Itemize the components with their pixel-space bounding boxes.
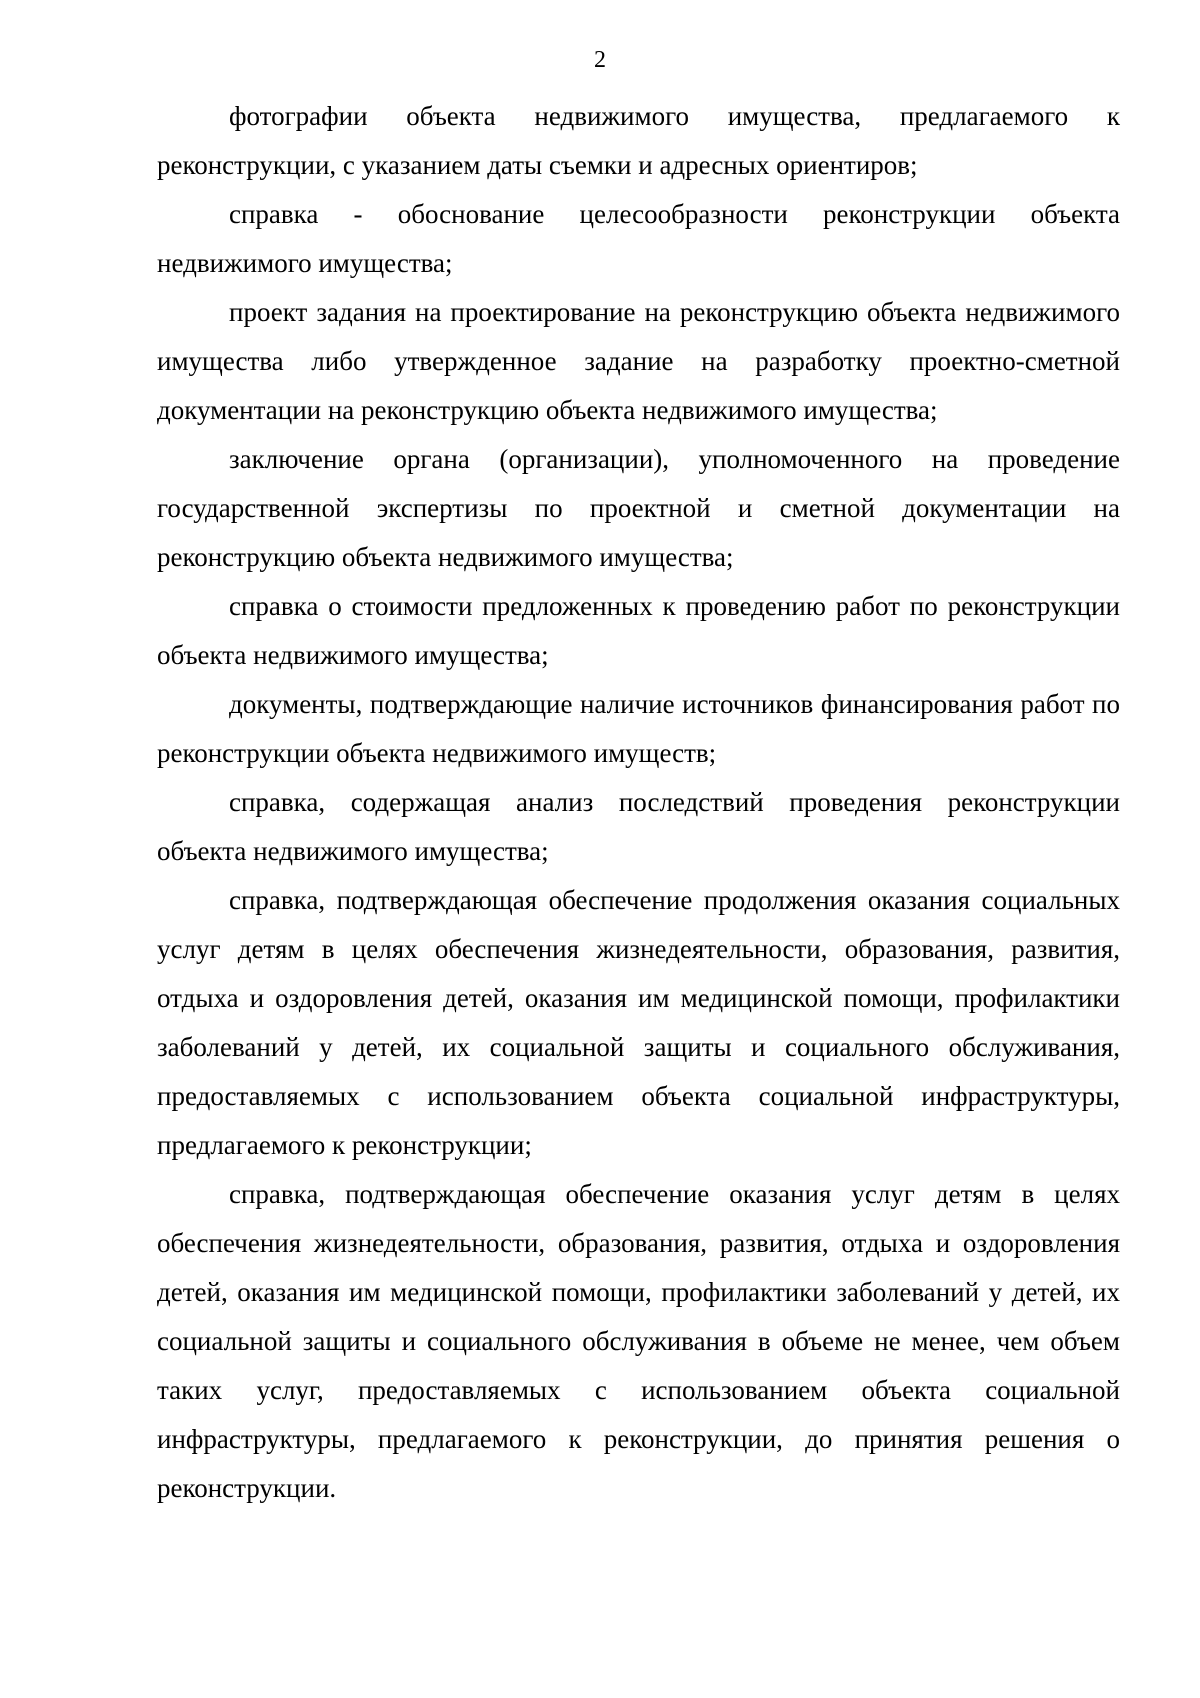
paragraph-consequences-analysis: справка, содержащая анализ последствий проведения реконструкции объекта недвижимого имущества; [157,787,1120,866]
paragraph-services-volume: справка, подтверждающая обеспечение оказания услуг детям в целях обеспечения жизнедеятельности, образования, развития, отдыха и оздоровления детей, оказания им медицинской помощи, профилактики заболеваний у детей, их социальной защиты и социального обслуживания в объеме не менее, чем объем таких услуг, предоставляемых с использованием объекта социальной инфраструктуры, предлагаемого к реконструкции, до принятия решения о реконструкции. [157,1179,1120,1503]
paragraph-cost-certificate: справка о стоимости предложенных к проведению работ по реконструкции объекта недвижимого имущества; [157,591,1120,670]
paragraph-design-assignment: проект задания на проектирование на реконструкцию объекта недвижимого имущества либо утвержденное задание на разработку проектно-сметной документации на реконструкцию объекта недвижимого имущества; [157,297,1120,425]
paragraph-expertise-conclusion: заключение органа (организации), уполномоченного на проведение государственной экспертизы по проектной и сметной документации на реконструкцию объекта недвижимого имущества; [157,444,1120,572]
page-number: 2 [594,47,606,73]
paragraph-financing-documents: документы, подтверждающие наличие источников финансирования работ по реконструкции объекта недвижимого имуществ; [157,689,1120,768]
paragraph-photos: фотографии объекта недвижимого имущества, предлагаемого к реконструкции, с указанием даты съемки и адресных ориентиров; [157,101,1120,180]
paragraph-justification-certificate: справка - обоснование целесообразности реконструкции объекта недвижимого имущества; [157,199,1120,278]
document-body [157,92,1120,1513]
paragraph-services-continuation: справка, подтверждающая обеспечение продолжения оказания социальных услуг детям в целях обеспечения жизнедеятельности, образования, развития, отдыха и оздоровления детей, оказания им медицинской помощи, профилактики заболеваний у детей, их социальной защиты и социального обслуживания, предоставляемых с использованием объекта социальной инфраструктуры, предлагаемого к реконструкции; [157,885,1120,1160]
